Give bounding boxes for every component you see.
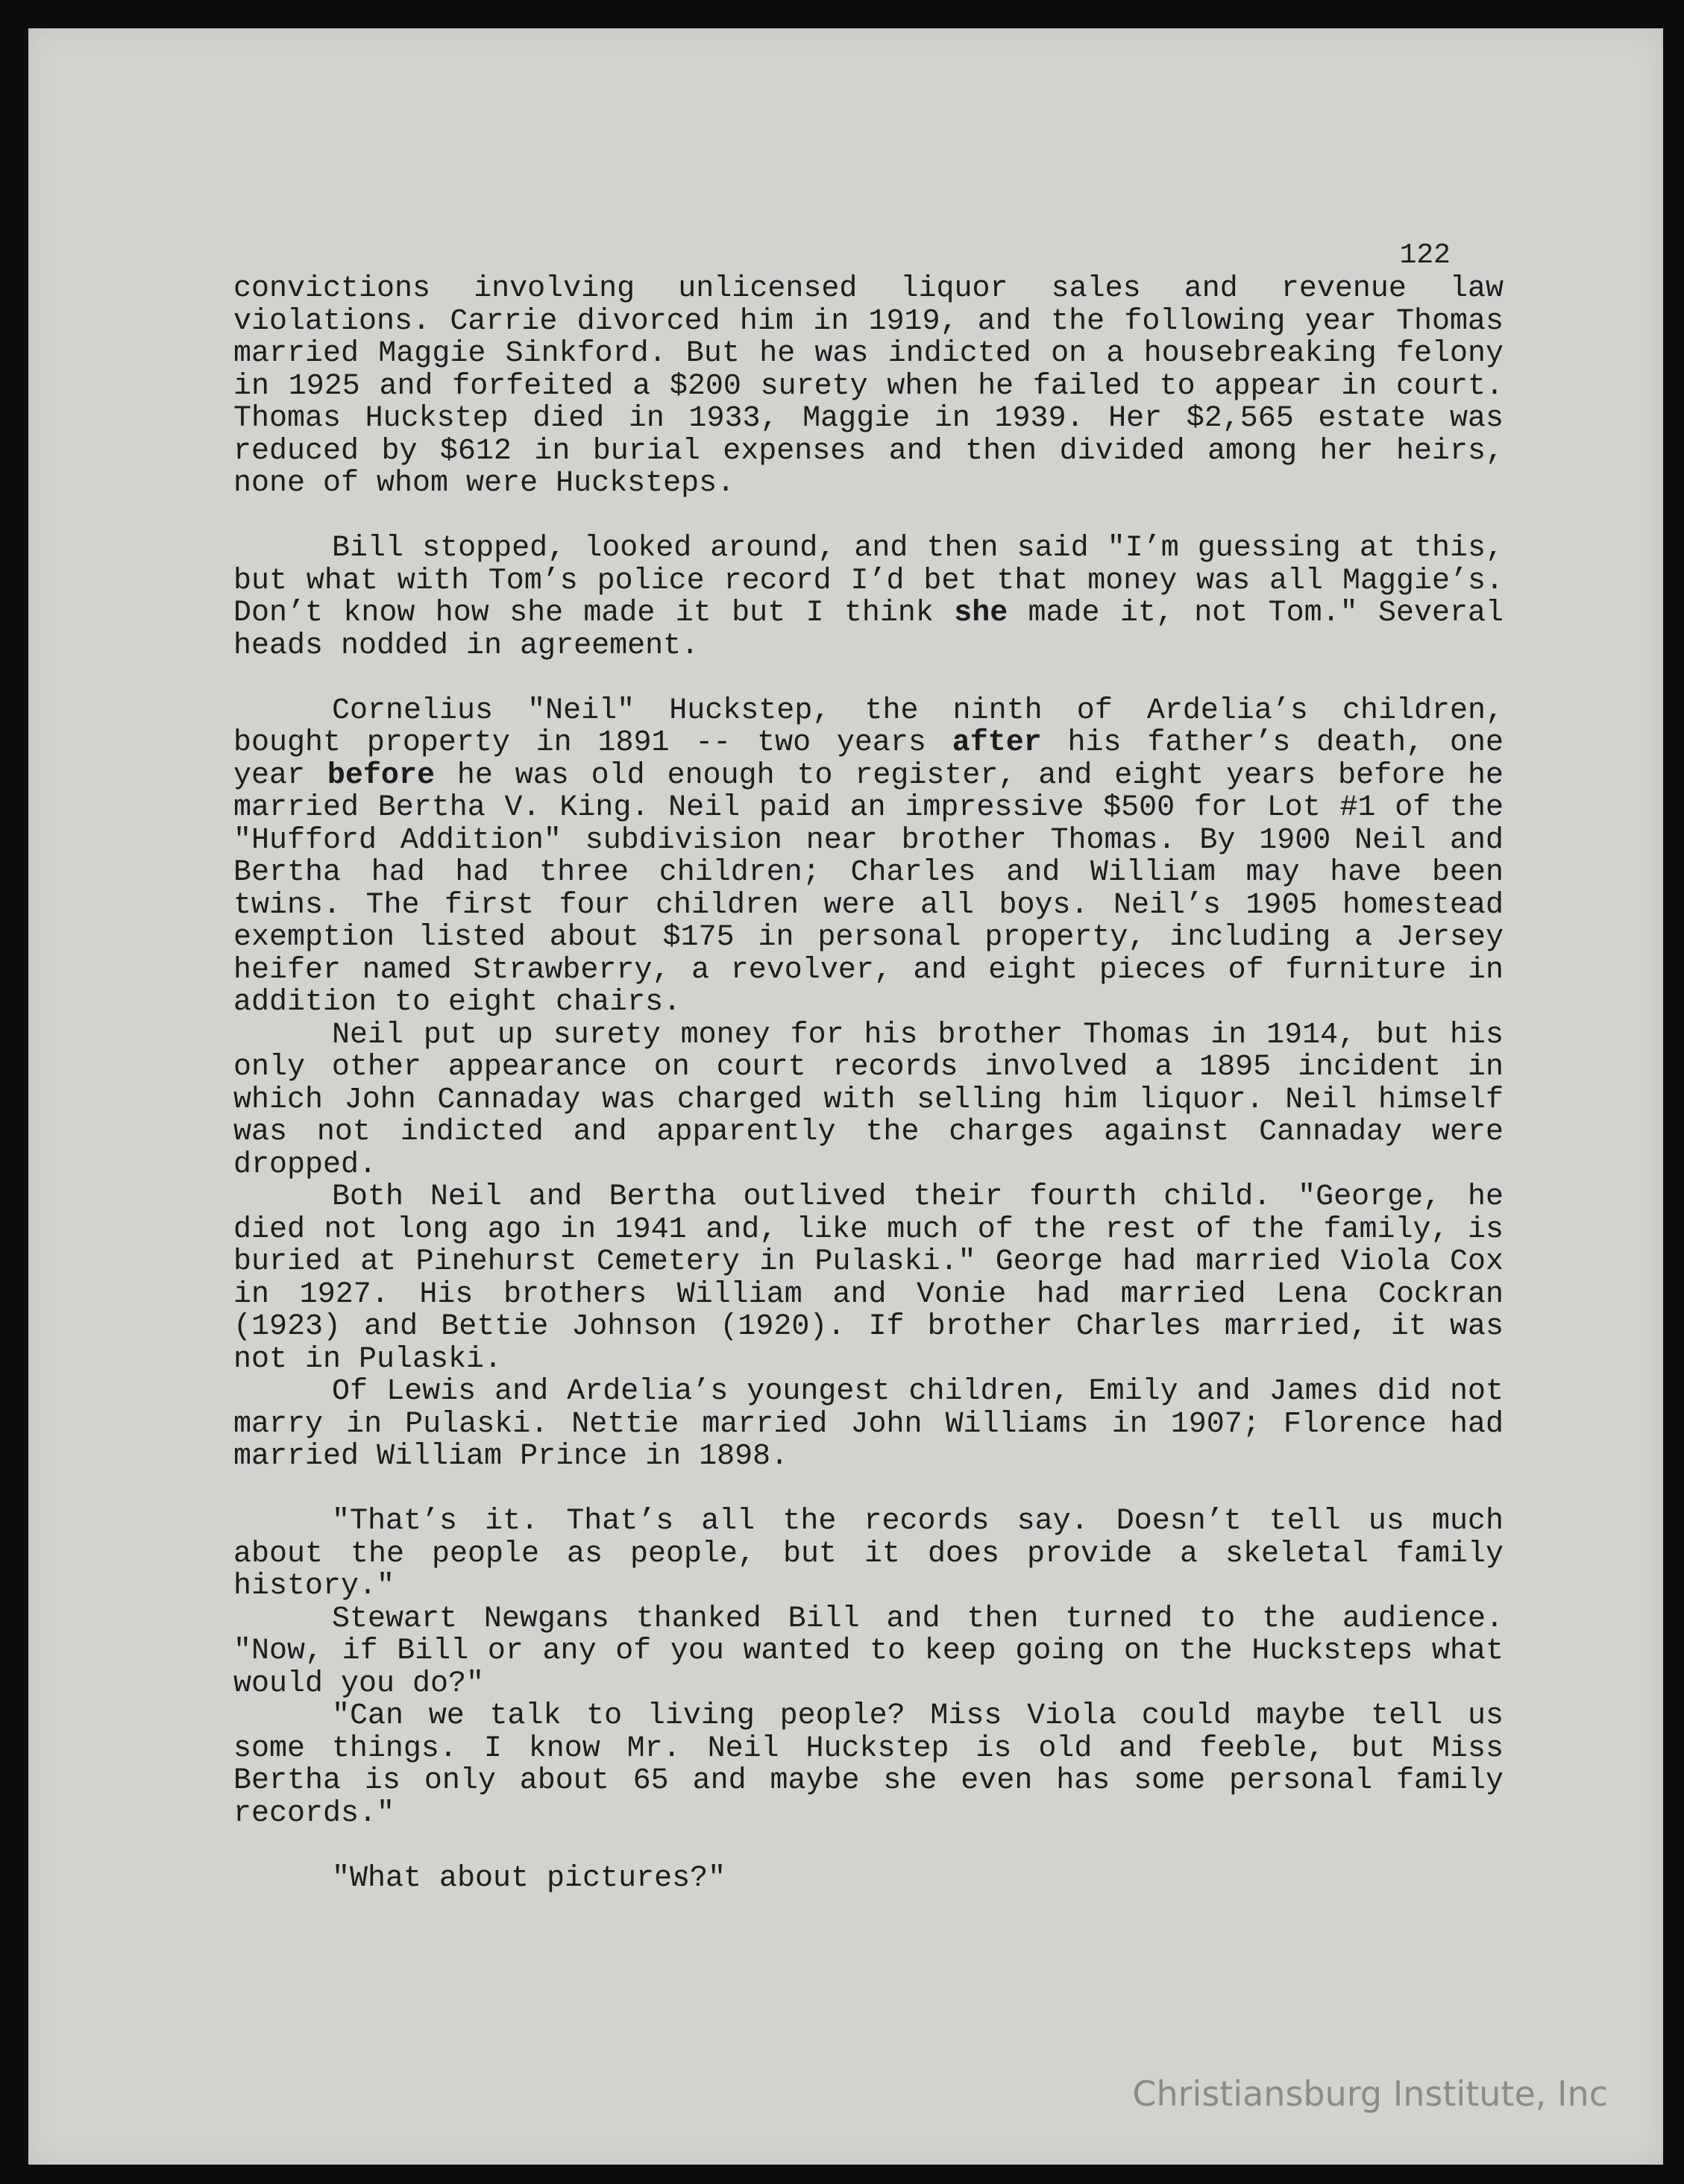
paragraph: Both Neil and Bertha outlived their fourth child. "George, he died not long ago in 1941 and, like much of the rest of the family, is buried at Pinehurst Cemetery in Pulaski." George had married Viola Cox in 1927. His brothers William and Vonie had married Lena Cockran (1923) and Bettie Johnson (1920). If brother Charles married, it was not in Pulaski.	[233, 1180, 1504, 1376]
document-page	[28, 28, 1663, 2165]
paragraph: Stewart Newgans thanked Bill and then turned to the audience. "Now, if Bill or any of you wanted to keep going on the Hucksteps what would you do?"	[233, 1602, 1504, 1701]
watermark: Christiansburg Institute, Inc	[1132, 2074, 1608, 2114]
paragraph: "That’s it. That’s all the records say. Doesn’t tell us much about the people as people, but it does provide a skeletal family history."	[233, 1505, 1504, 1603]
paragraph: Bill stopped, looked around, and then said "I’m guessing at this, but what with Tom’s police record I’d bet that money was all Maggie’s. Don’t know how she made it but I think she made it, not Tom." Several heads nodded in agreement.	[233, 532, 1504, 663]
body-text	[233, 273, 1504, 1895]
paragraph: "What about pictures?"	[332, 1861, 726, 1895]
paragraph: Cornelius "Neil" Huckstep, the ninth of Ardelia’s children, bought property in 1891 -- two years after his father’s death, one year before he was old enough to register, and eight years before he married Bertha V. King. Neil paid an impressive $500 for Lot #1 of the "Hufford Addition" subdivision near brother Thomas. By 1900 Neil and Bertha had had three children; Charles and William may have been twins. The first four children were all boys. Neil’s 1905 homestead exemption listed about $175 in personal property, including a Jersey heifer named Strawberry, a revolver, and eight pieces of furniture in addition to eight chairs.	[233, 693, 1504, 1019]
paragraph: "Can we talk to living people? Miss Viola could maybe tell us some things. I know Mr. Neil Huckstep is old and feeble, but Miss Bertha is only about 65 and maybe she even has some personal family records."	[233, 1699, 1504, 1831]
page-number: 122	[1399, 239, 1451, 271]
paragraph: Of Lewis and Ardelia’s youngest children, Emily and James did not marry in Pulaski. Nettie married John Williams in 1907; Florence had married William Prince in 1898.	[233, 1375, 1504, 1473]
paragraph: convictions involving unlicensed liquor sales and revenue law violations. Carrie divorced him in 1919, and the following year Thomas married Maggie Sinkford. But he was indicted on a housebreaking felony in 1925 and forfeited a $200 surety when he failed to appear in court. Thomas Huckstep died in 1933, Maggie in 1939. Her $2,565 estate was reduced by $612 in burial expenses and then divided among her heirs, none of whom were Hucksteps.	[233, 272, 1504, 500]
paragraph: Neil put up surety money for his brother Thomas in 1914, but his only other appearance on court records involved a 1895 incident in which John Cannaday was charged with selling him liquor. Neil himself was not indicted and apparently the charges against Cannaday were dropped.	[233, 1018, 1504, 1182]
